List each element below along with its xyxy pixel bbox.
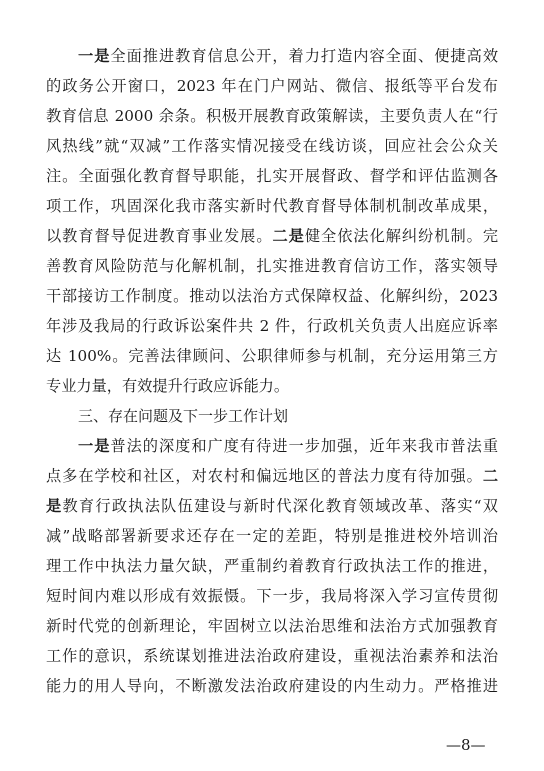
text-line: 善教育风险防范与化解机制，扎实推进教育信访工作，落实领导 (46, 257, 498, 275)
page-number: —8— (446, 736, 486, 754)
text-line: 理工作中执法力量欠缺，严重制约着教育行政执法工作的推进， (46, 557, 498, 575)
section-heading: 三、存在问题及下一步工作计划 (78, 407, 289, 425)
text-line: 工作的意识，系统谋划推进法治政府建设，重视法治素养和法治 (46, 647, 498, 665)
text-line: 以教育督导促进教育事业发展。二是健全依法化解纠纷机制。完 (46, 227, 499, 245)
text-line: 达 100%。完善法律顾问、公职律师参与机制，充分运用第三方 (46, 347, 498, 365)
text-line: 干部接访工作制度。推动以法治方式保障权益、化解纠纷，2023 (46, 287, 498, 305)
text-line: 新时代党的创新理论，牢固树立以法治思维和法治方式加强教育 (46, 617, 498, 635)
text-line: 风热线”就“双减”工作落实情况接受在线访谈，回应社会公众关 (46, 137, 498, 155)
text-line: 项工作，巩固深化我市落实新时代教育督导体制机制改革成果， (46, 197, 498, 215)
text-line: 一是普法的深度和广度有待进一步加强，近年来我市普法重 (78, 437, 499, 455)
text-line: 的政务公开窗口，2023 年在门户网站、微信、报纸等平台发布 (46, 77, 498, 95)
text-line: 一是全面推进教育信息公开，着力打造内容全面、便捷高效 (78, 47, 499, 65)
text-line: 短时间内难以形成有效振慑。下一步，我局将深入学习宣传贯彻 (46, 587, 498, 605)
text-line: 是教育行政执法队伍建设与新时代深化教育领域改革、落实“双 (46, 497, 498, 515)
text-line: 点多在学校和社区，对农村和偏远地区的普法力度有待加强。二 (46, 467, 498, 485)
text-line: 教育信息 2000 余条。积极开展教育政策解读，主要负责人在“行 (46, 107, 498, 125)
text-line: 减”战略部署新要求还存在一定的差距，特别是推进校外培训治 (46, 527, 498, 545)
text-line: 注。全面强化教育督导职能，扎实开展督政、督学和评估监测各 (46, 167, 498, 185)
text-line: 年涉及我局的行政诉讼案件共 2 件，行政机关负责人出庭应诉率 (46, 317, 498, 335)
text-line: 能力的用人导向，不断激发法治政府建设的内生动力。严格推进 (46, 677, 498, 695)
text-line: 专业力量，有效提升行政应诉能力。 (46, 377, 289, 395)
